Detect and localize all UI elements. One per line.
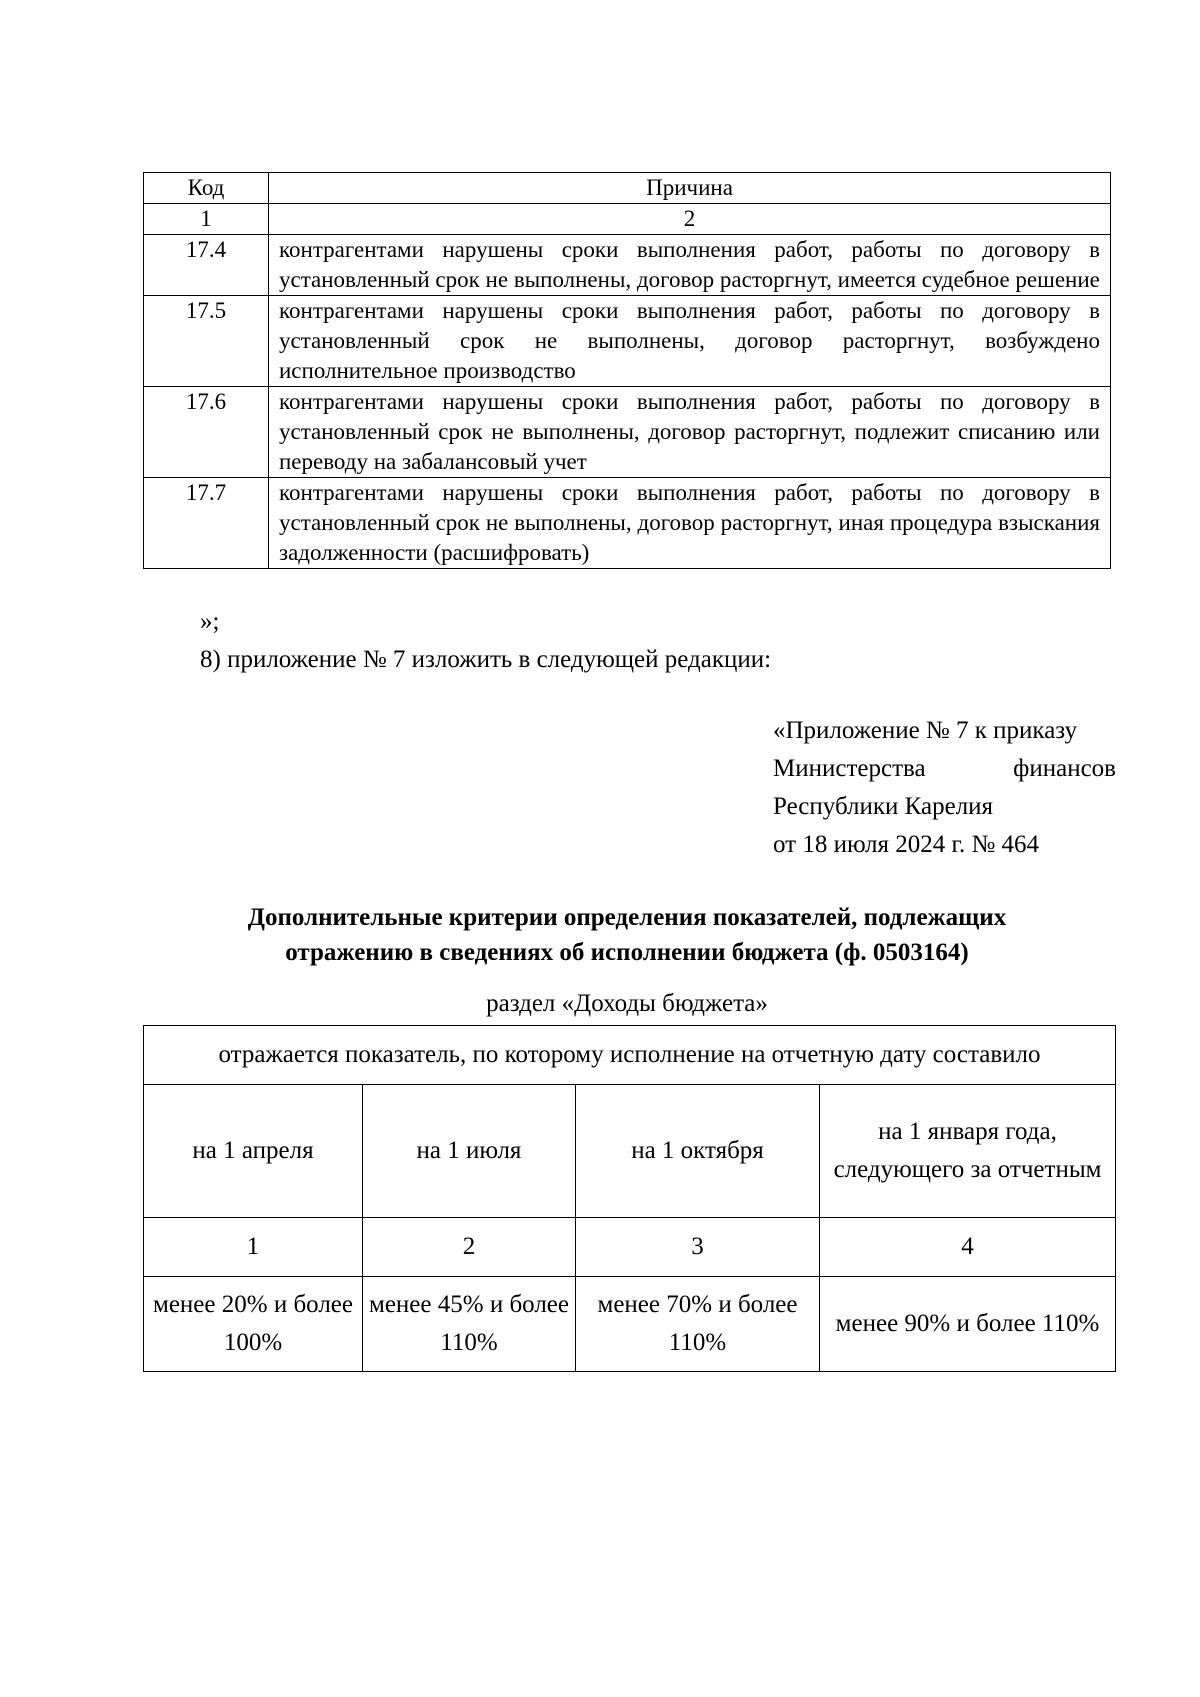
column-number: 2 (363, 1218, 576, 1277)
criteria-numbers-row (144, 1218, 1116, 1277)
appendix-word: финансов (1013, 755, 1116, 782)
criteria-value: менее 70% и более 110% (576, 1277, 820, 1372)
table-row (144, 478, 1111, 569)
row-code: 17.4 (144, 235, 269, 296)
criteria-columns-row (144, 1085, 1116, 1218)
appendix-heading (773, 712, 1116, 864)
numbering-reason: 2 (269, 204, 1111, 235)
appendix-line: «Приложение № 7 к приказу (773, 717, 1078, 744)
criteria-value: менее 20% и более 100% (144, 1277, 363, 1372)
column-header: на 1 октября (576, 1085, 820, 1218)
title-line: отражению в сведениях об исполнении бюджета (ф. 0503164) (285, 939, 969, 966)
appendix-line: от 18 июля 2024 г. № 464 (773, 831, 1040, 858)
appendix-line (773, 750, 1116, 788)
criteria-caption-row (144, 1026, 1116, 1085)
appendix-word: Министерства (773, 755, 926, 782)
column-number: 1 (144, 1218, 363, 1277)
header-code: Код (144, 173, 269, 204)
criteria-values-row (144, 1277, 1116, 1372)
table-row (144, 387, 1111, 478)
reasons-table (143, 172, 1111, 569)
criteria-value: менее 90% и более 110% (820, 1277, 1116, 1372)
row-code: 17.6 (144, 387, 269, 478)
numbering-code: 1 (144, 204, 269, 235)
section-label: раздел «Доходы бюджета» (486, 990, 768, 1017)
row-text: контрагентами нарушены сроки выполнения работ, работы по договору в установленный срок не выполнены, договор расторгнут, возбуждено исполнительное производство (269, 296, 1111, 387)
title-line: Дополнительные критерии определения показателей, подлежащих (247, 904, 1007, 931)
header-reason: Причина (269, 173, 1111, 204)
row-code: 17.5 (144, 296, 269, 387)
criteria-value: менее 45% и более 110% (363, 1277, 576, 1372)
column-number: 4 (820, 1218, 1116, 1277)
row-text: контрагентами нарушены сроки выполнения работ, работы по договору в установленный срок не выполнены, договор расторгнут, подлежит списанию или переводу на забалансовый учет (269, 387, 1111, 478)
table-numbering-row (144, 204, 1111, 235)
row-text: контрагентами нарушены сроки выполнения работ, работы по договору в установленный срок не выполнены, договор расторгнут, имеется судебное решение (269, 235, 1111, 296)
appendix-line: Республики Карелия (773, 793, 994, 820)
column-number: 3 (576, 1218, 820, 1277)
table-row (144, 235, 1111, 296)
closing-quote: »; (200, 608, 220, 635)
row-code: 17.7 (144, 478, 269, 569)
table-row (144, 296, 1111, 387)
criteria-table (143, 1025, 1116, 1372)
document-title (143, 900, 1111, 970)
item-8-paragraph: 8) приложение № 7 изложить в следующей редакции: (200, 646, 772, 673)
table-header-row (144, 173, 1111, 204)
criteria-caption: отражается показатель, по которому исполнение на отчетную дату составило (144, 1026, 1116, 1085)
column-header: на 1 января года, следующего за отчетным (820, 1085, 1116, 1218)
column-header: на 1 апреля (144, 1085, 363, 1218)
row-text: контрагентами нарушены сроки выполнения работ, работы по договору в установленный срок не выполнены, договор расторгнут, иная процедура взыскания задолженности (расшифровать) (269, 478, 1111, 569)
column-header: на 1 июля (363, 1085, 576, 1218)
